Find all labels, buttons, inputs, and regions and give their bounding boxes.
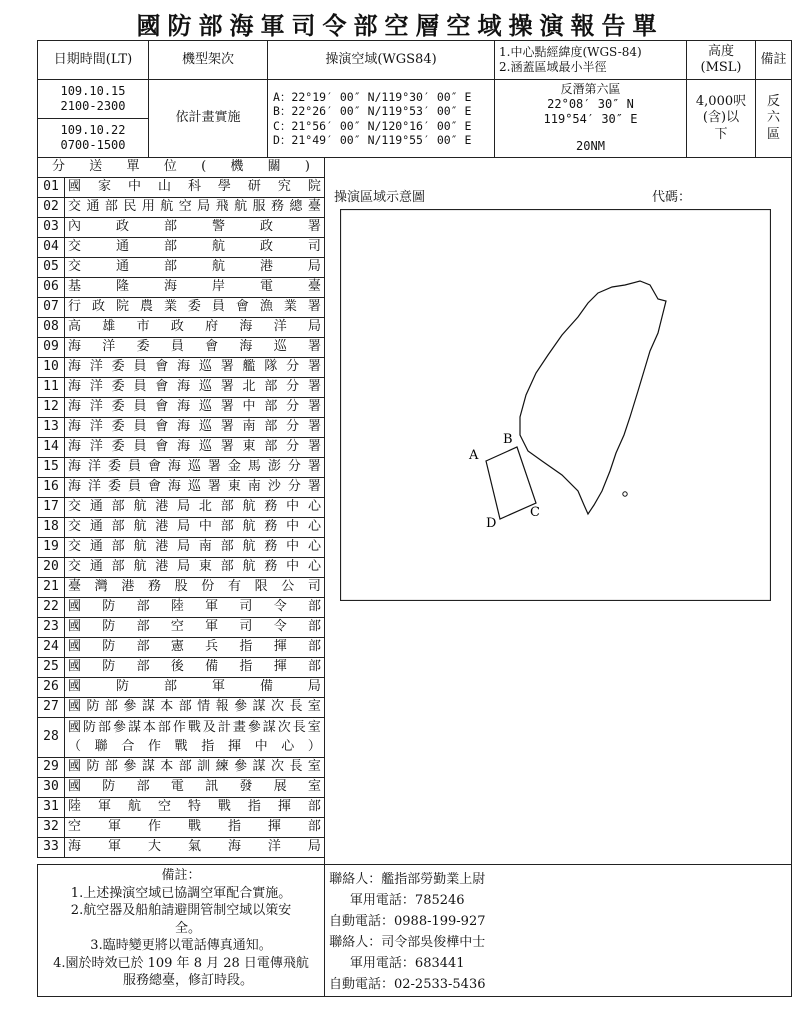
unit-name: 國 防 部 陸 軍 司 令 部 [68, 599, 321, 615]
unit-number: 11 [37, 377, 65, 398]
unit-name: 交 通 部 航 港 局 東 部 航 務 中 心 [68, 559, 321, 575]
unit-row [64, 497, 325, 518]
unit-row [64, 677, 325, 698]
dist-h-7: ) [304, 159, 310, 175]
unit-row [64, 197, 325, 218]
date2-line2: 0700-1500 [60, 138, 126, 152]
unit-number: 19 [37, 537, 65, 558]
contact-3: 自動電話：0988-199-927 [329, 914, 486, 929]
coord-a: A：22°19′ 00″ N/119°30′ 00″ E [273, 89, 472, 104]
unit-number: 02 [37, 197, 65, 218]
point-c-label: C [530, 505, 540, 520]
date2-line1: 109.10.22 [60, 123, 126, 137]
unit-row [64, 697, 325, 718]
unit-row [64, 477, 325, 498]
unit-number: 14 [37, 437, 65, 458]
unit-name: 基 隆 海 岸 電 臺 [68, 279, 321, 295]
dist-h-3: 位 [163, 159, 177, 175]
unit-row [64, 777, 325, 798]
unit-number: 27 [37, 697, 65, 718]
unit-number: 31 [37, 797, 65, 818]
unit-name: 空 軍 作 戰 指 揮 部 [68, 819, 321, 835]
date1-line2: 2100-2300 [60, 99, 126, 113]
remark-line1: 反 [766, 94, 780, 110]
unit-number: 16 [37, 477, 65, 498]
remark-line2: 六 [766, 110, 780, 126]
header-airspace: 操演空域(WGS84) [267, 40, 495, 80]
dist-h-5: 機 [230, 159, 244, 175]
map-label: 操演區域示意圖 [334, 190, 426, 205]
unit-number: 07 [37, 297, 65, 318]
unit-name: 海 洋 委 員 會 海 巡 署 [68, 339, 321, 355]
unit-name: 交 通 部 航 港 局 南 部 航 務 中 心 [68, 539, 321, 555]
unit-row [64, 237, 325, 258]
unit-number: 05 [37, 257, 65, 278]
unit-row [64, 637, 325, 658]
note-3: 3.臨時變更將以電話傳真通知。 [90, 938, 272, 954]
contact-5: 軍用電話：683441 [349, 956, 465, 971]
contacts-box [324, 864, 792, 997]
unit-row [64, 617, 325, 638]
header-center [494, 40, 687, 80]
unit-row [64, 517, 325, 538]
date-cell-2 [37, 118, 149, 158]
unit-name: 國 家 中 山 科 學 研 究 院 [68, 179, 321, 195]
unit-name: 國 防 部 後 備 指 揮 部 [68, 659, 321, 675]
unit-name: 海 洋 委 員 會 海 巡 署 東 部 分 署 [68, 439, 321, 455]
unit-name: 交 通 部 民 用 航 空 局 飛 航 服 務 總 臺 [68, 199, 321, 215]
unit-row [64, 277, 325, 298]
point-a-label: A [469, 448, 479, 463]
unit-row [64, 457, 325, 478]
unit-number: 17 [37, 497, 65, 518]
remark-value [755, 79, 792, 158]
header-center-line2: 2.涵蓋區域最小半徑 [499, 60, 607, 74]
unit-row [64, 317, 325, 338]
unit-row [64, 757, 325, 778]
unit-number: 28 [37, 717, 65, 758]
center-lon: 119°54′ 30″ E [543, 112, 638, 126]
unit-name: 海 洋 委 員 會 海 巡 署 東 南 沙 分 署 [68, 479, 321, 495]
unit-name: 國 防 部 參 謀 本 部 作 戰 及 計 畫 參 謀 次 長 室 [68, 719, 321, 735]
dist-h-0: 分 [52, 159, 66, 175]
unit-row [64, 797, 325, 818]
unit-number: 04 [37, 237, 65, 258]
header-center-line1: 1.中心點經緯度(WGS-84) [499, 45, 642, 59]
contact-2: 軍用電話：785246 [349, 893, 465, 908]
unit-row [64, 597, 325, 618]
coord-c: C：21°56′ 00″ N/120°16′ 00″ E [273, 118, 472, 133]
unit-name: 交 通 部 航 港 局 北 部 航 務 中 心 [68, 499, 321, 515]
unit-name: 交 通 部 航 政 司 [68, 239, 321, 255]
point-b-label: B [503, 432, 513, 447]
unit-number: 01 [37, 177, 65, 198]
unit-number: 29 [37, 757, 65, 778]
altitude-line2: (含)以 [702, 110, 740, 126]
unit-name: 國 防 部 參 謀 本 部 訓 練 參 謀 次 長 室 [68, 759, 321, 775]
unit-row [64, 437, 325, 458]
unit-name: 行 政 院 農 業 委 員 會 漁 業 署 [68, 299, 321, 315]
unit-name: 國 防 部 參 謀 本 部 情 報 參 謀 次 長 室 [68, 699, 321, 715]
notes-box [37, 864, 325, 997]
distribution-header [37, 157, 325, 178]
unit-row [64, 217, 325, 238]
unit-name: 國 防 部 憲 兵 指 揮 部 [68, 639, 321, 655]
point-d-label: D [486, 516, 497, 531]
unit-name: 海 洋 委 員 會 海 巡 署 艦 隊 分 署 [68, 359, 321, 375]
unit-number: 15 [37, 457, 65, 478]
dist-h-6: 關 [267, 159, 281, 175]
unit-number: 21 [37, 577, 65, 598]
dist-h-4: ( [201, 159, 207, 175]
notes-heading: 備註： [161, 868, 201, 883]
unit-number: 09 [37, 337, 65, 358]
header-altitude-line1: 高度 [707, 43, 734, 59]
coord-d: D：21°49′ 00″ N/119°55′ 00″ E [273, 132, 472, 147]
map-sketch [340, 209, 771, 601]
unit-number: 32 [37, 817, 65, 838]
center-lat: 22°08′ 30″ N [547, 97, 634, 111]
date1-line1: 109.10.15 [60, 84, 126, 98]
unit-name: （ 聯 合 作 戰 指 揮 中 心 ） [68, 738, 321, 754]
unit-name: 海 洋 委 員 會 海 巡 署 北 部 分 署 [68, 379, 321, 395]
unit-row [64, 557, 325, 578]
radius: 20NM [576, 139, 605, 153]
dist-h-2: 單 [126, 159, 140, 175]
unit-name: 交 通 部 航 港 局 中 部 航 務 中 心 [68, 519, 321, 535]
contact-6: 自動電話：02-2533-5436 [329, 977, 486, 992]
unit-row [64, 577, 325, 598]
map-border [341, 210, 771, 601]
note-4a: 4.園於時效已於 109 年 8 月 28 日電傳飛航 [53, 955, 309, 971]
airspace-coords [267, 79, 495, 158]
unit-number: 03 [37, 217, 65, 238]
unit-name: 海 軍 大 氣 海 洋 局 [68, 839, 321, 855]
unit-number: 23 [37, 617, 65, 638]
unit-name: 國 防 部 軍 備 局 [68, 679, 321, 695]
unit-name: 臺 灣 港 務 股 份 有 限 公 司 [68, 579, 321, 595]
aircraft-plan: 依計畫實施 [148, 79, 268, 158]
unit-row [64, 537, 325, 558]
unit-name: 高 雄 市 政 府 海 洋 局 [68, 319, 321, 335]
note-4b: 服務總臺，修訂時段。 [122, 973, 253, 989]
unit-number: 22 [37, 597, 65, 618]
unit-number: 12 [37, 397, 65, 418]
unit-row [64, 257, 325, 278]
unit-number: 25 [37, 657, 65, 678]
header-date-time: 日期時間(LT) [37, 40, 149, 80]
unit-number: 26 [37, 677, 65, 698]
note-1: 1.上述操演空域已協調空軍配合實施。 [70, 885, 292, 901]
unit-name: 交 通 部 航 港 局 [68, 259, 321, 275]
unit-number: 18 [37, 517, 65, 538]
unit-row [64, 177, 325, 198]
dist-h-1: 送 [89, 159, 103, 175]
unit-row [64, 337, 325, 358]
unit-name: 海 洋 委 員 會 海 巡 署 中 部 分 署 [68, 399, 321, 415]
unit-name: 內 政 部 警 政 署 [68, 219, 321, 235]
unit-name: 陸 軍 航 空 特 戰 指 揮 部 [68, 799, 321, 815]
altitude-line3: 下 [714, 126, 728, 142]
unit-number: 10 [37, 357, 65, 378]
unit-row [64, 837, 325, 858]
header-aircraft: 機型架次 [148, 40, 268, 80]
unit-row [64, 657, 325, 678]
header-altitude [686, 40, 756, 80]
altitude-line1: 4,000呎 [695, 94, 747, 110]
center-zone: 反潛第六區 [560, 82, 621, 96]
unit-row [64, 417, 325, 438]
page-title: 國防部海軍司令部空層空域操演報告單 [136, 11, 664, 40]
altitude-value [686, 79, 756, 158]
center-point [494, 79, 687, 158]
unit-name: 國 防 部 電 訊 發 展 室 [68, 779, 321, 795]
unit-row [64, 297, 325, 318]
unit-row [64, 377, 325, 398]
unit-number: 20 [37, 557, 65, 578]
unit-number: 24 [37, 637, 65, 658]
coord-b: B：22°26′ 00″ N/119°53′ 00″ E [273, 104, 472, 119]
unit-number: 33 [37, 837, 65, 858]
header-altitude-line2: (MSL) [700, 60, 742, 75]
unit-number: 13 [37, 417, 65, 438]
unit-row [64, 817, 325, 838]
unit-name: 海 洋 委 員 會 海 巡 署 金 馬 澎 分 署 [68, 459, 321, 475]
unit-row [64, 357, 325, 378]
map-code-label: 代碼： [652, 190, 692, 205]
contact-4: 聯絡人：司令部吳俊樺中士 [329, 935, 486, 950]
remark-line3: 區 [766, 126, 780, 142]
unit-name: 國 防 部 空 軍 司 令 部 [68, 619, 321, 635]
unit-row [64, 397, 325, 418]
contact-1: 聯絡人：艦指部勞勤業上尉 [329, 872, 486, 887]
unit-row [64, 717, 325, 758]
unit-number: 08 [37, 317, 65, 338]
note-2b: 全。 [174, 920, 201, 936]
unit-number: 06 [37, 277, 65, 298]
note-2a: 2.航空器及船舶請避開管制空域以策安 [70, 903, 292, 919]
date-cell-1 [37, 79, 149, 119]
unit-number: 30 [37, 777, 65, 798]
unit-name: 海 洋 委 員 會 海 巡 署 南 部 分 署 [68, 419, 321, 435]
header-remarks: 備註 [755, 40, 792, 80]
